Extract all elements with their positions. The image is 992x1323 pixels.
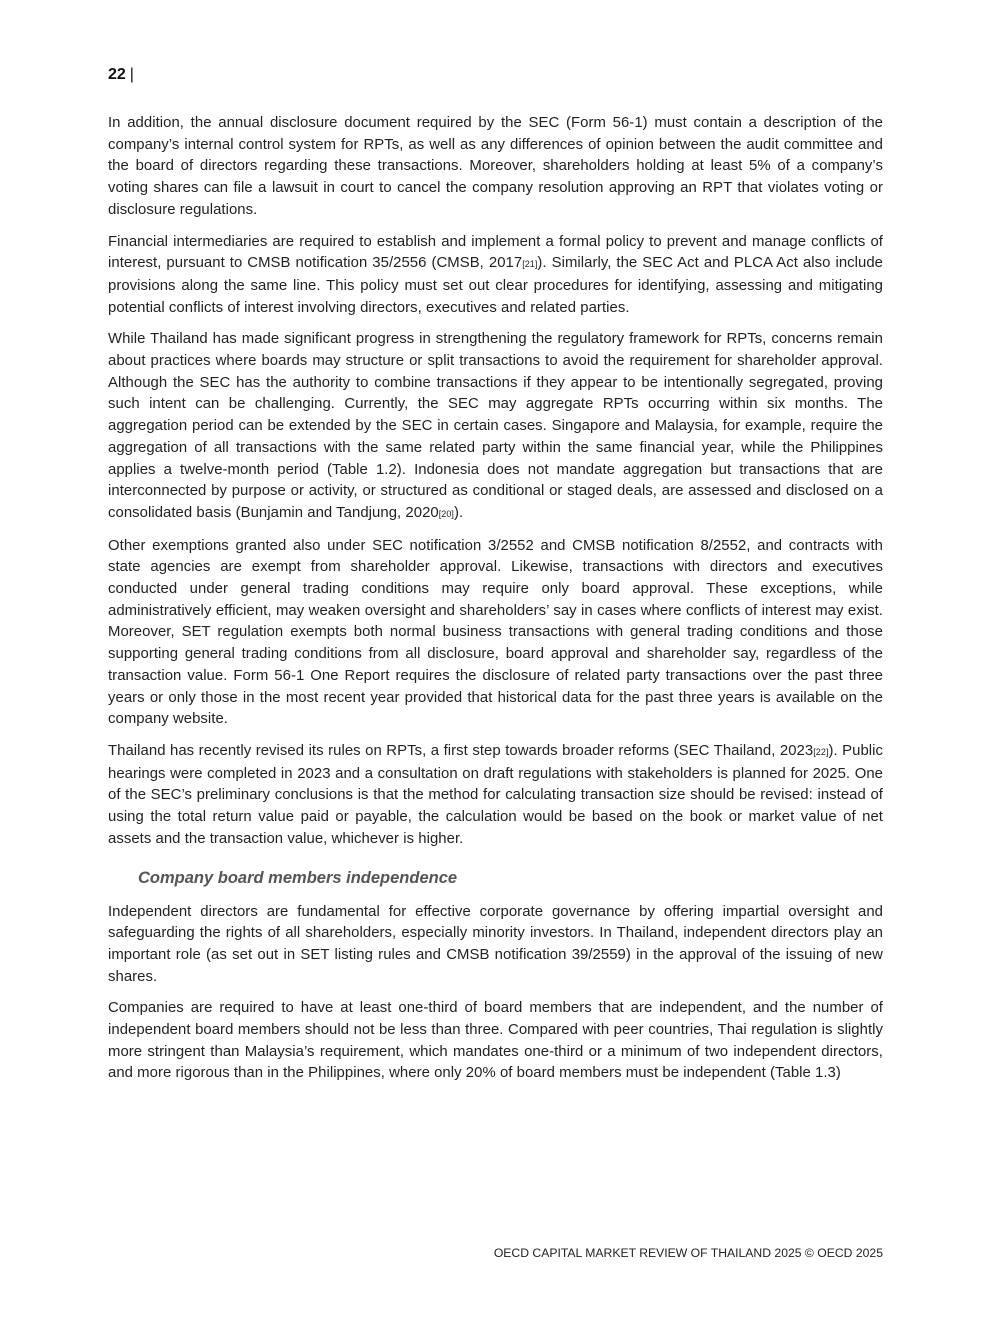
page-number: 22 (108, 66, 126, 83)
page-header (108, 66, 134, 84)
body-paragraph (108, 113, 883, 222)
paragraph-text: Thailand has recently revised its rules on RPTs, a first step towards broader reforms (SEC Thailand, 2023 (108, 742, 814, 759)
section-heading: Company board members independence (138, 868, 458, 887)
body-paragraph (108, 741, 883, 851)
section-paragraphs (108, 902, 883, 1086)
paragraph-text: While Thailand has made significant progress in strengthening the regulatory framework for RPTs, concerns remain about practices where boards may structure or split transactions to avoid the requirement for shareholder approval. Although the SEC has the authority to combine transactions if they appear to be intentionally segregated, proving such intent can be challenging. Currently, the SEC may aggregate RPTs occurring within six months. The aggregation period can be extended by the SEC in certain cases. Singapore and Malaysia, for example, require the aggregation of all transactions with the same related party within the same financial year, while the Philippines applies a twelve-month period (Table 1.2). Indonesia does not mandate aggregation but transactions that are interconnected by purpose or activity, or structured as conditional or staged deals, are assessed and disclosed on a consolidated basis (Bunjamin and Tandjung, 2020 (108, 331, 883, 521)
header-separator: | (129, 66, 134, 83)
body-paragraph (108, 998, 883, 1085)
body-paragraph (108, 232, 883, 320)
citation-ref: [22] (813, 746, 829, 757)
paragraph-text: ). (453, 504, 464, 521)
body-paragraph (108, 536, 883, 731)
main-content (108, 113, 883, 1095)
body-paragraph (108, 902, 883, 989)
paragraph-text: ). Public hearings were completed in 2023 and a consultation on draft regulations with stakeholders is planned for 2025. One of the SEC’s preliminary conclusions is that the method for calculating transaction size should be revised: instead of using the total return value paid or payable, the calculation would be based on the book or market value of net assets and the transaction value, whichever is higher. (108, 742, 883, 847)
paragraph-text: Other exemptions granted also under SEC notification 3/2552 and CMSB notification 8/2552, and contracts with state agencies are exempt from shareholder approval. Likewise, transactions with directors and executives conducted under general trading conditions may require only board approval. These exceptions, while administratively efficient, may weaken oversight and shareholders’ say in cases where conflicts of interest may exist. Moreover, SET regulation exempts both normal business transactions with general trading conditions and those supporting general trading conditions from all disclosure, board approval and shareholder say, regardless of the transaction value. Form 56-1 One Report requires the disclosure of related party transactions over the past three years or only those in the most recent year provided that historical data for the past three years is available on the company website. (108, 537, 883, 728)
paragraph-text: Financial intermediaries are required to establish and implement a formal policy to prevent and manage conflicts of interest, pursuant to CMSB notification 35/2556 (CMSB, 2017 (108, 233, 883, 272)
body-paragraphs (108, 113, 883, 851)
body-paragraph (108, 329, 883, 525)
paragraph-text: Independent directors are fundamental for effective corporate governance by offering impartial oversight and safeguarding the rights of all shareholders, especially minority investors. In Thailand, independent directors play an important role (as set out in SET listing rules and CMSB notification 39/2559) in the approval of the issuing of new shares. (108, 903, 883, 985)
paragraph-text: Companies are required to have at least one-third of board members that are independent, and the number of independent board members should not be less than three. Compared with peer countries, Thai regulation is slightly more stringent than Malaysia’s requirement, which mandates one-third or a minimum of two independent directors, and more rigorous than in the Philippines, where only 20% of board members must be independent (Table 1.3) (108, 1000, 883, 1082)
paragraph-text: ). Similarly, the SEC Act and PLCA Act also include provisions along the same line. This policy must set out clear procedures for identifying, assessing and mitigating potential conflicts of interest involving directors, executives and related parties. (108, 255, 883, 316)
page-footer: OECD CAPITAL MARKET REVIEW OF THAILAND 2025 © OECD 2025 (493, 1246, 883, 1260)
citation-ref: [20] (438, 508, 454, 519)
paragraph-text: In addition, the annual disclosure document required by the SEC (Form 56-1) must contain a description of the company’s internal control system for RPTs, as well as any differences of opinion between the audit committee and the board of directors regarding these transactions. Moreover, shareholders holding at least 5% of a company’s voting shares can file a lawsuit in court to cancel the company resolution approving an RPT that violates voting or disclosure regulations. (108, 115, 883, 218)
citation-ref: [21] (522, 259, 538, 270)
